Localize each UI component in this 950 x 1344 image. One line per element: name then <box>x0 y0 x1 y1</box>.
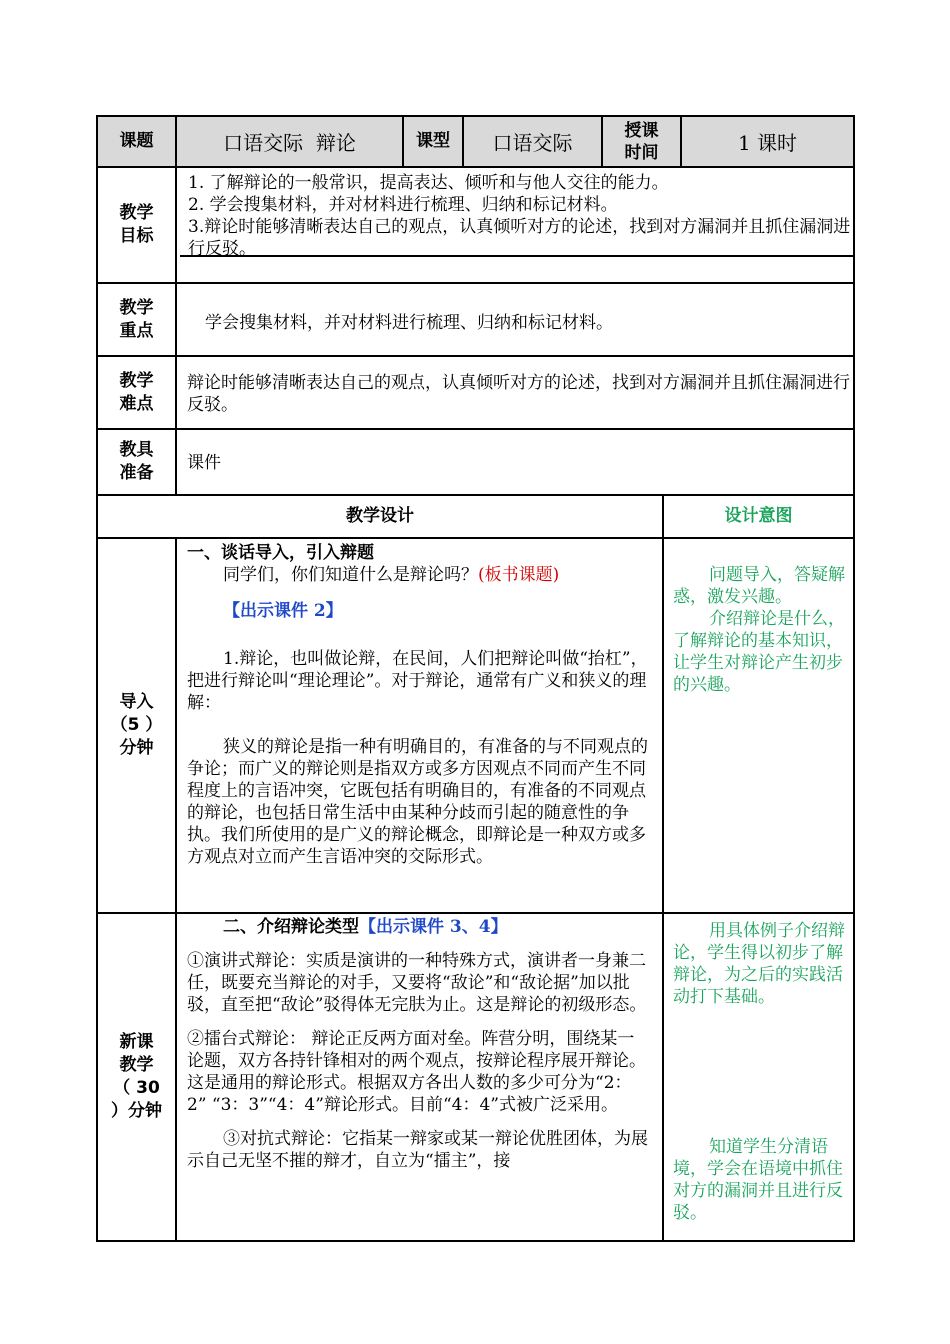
difficulties-label: 教学 难点 <box>119 370 154 414</box>
difficulties-text: 辩论时能够清晰表达自己的观点，认真倾听对方的论述，找到对方漏洞并且抓住漏洞进行反驳。 <box>187 373 850 415</box>
section2-paragraph-1: ①演讲式辩论：实质是演讲的一种特殊方式，演讲者一身兼二任，既要充当辩论的对手，又要将“敌论”和“敌论据”加以批驳，直至把“敌论”驳得体无完肤为止。这是辩论的初级形态。 <box>187 951 647 1015</box>
section2-heading-slide: 【出示课件 3、4】 <box>359 917 508 937</box>
section2-heading: 二、介绍辩论类型 <box>223 917 359 937</box>
design-title-cell <box>96 494 664 539</box>
kexing-value: 口语交际 <box>492 131 573 155</box>
materials-text: 课件 <box>187 453 221 473</box>
objectives-label-cell <box>96 166 177 284</box>
objective-item-3: 3.辩论时能够清晰表达自己的观点，认真倾听对方的论述，找到对方漏洞并且抓住漏洞进行反驳。 <box>188 217 851 259</box>
section1-intent-2: 介绍辩论是什么，了解辩论的基本知识，让学生对辩论产生初步的兴趣。 <box>673 609 845 695</box>
objective-item-2: 2. 学会搜集材料，并对材料进行梳理、归纳和标记材料。 <box>188 195 618 215</box>
keti-label-cell <box>96 115 177 168</box>
key-points-label: 教学 重点 <box>119 297 154 341</box>
key-points-label-cell <box>96 282 177 357</box>
section1-intent-1: 问题导入，答疑解惑，激发兴趣。 <box>673 565 845 607</box>
section2-intent-1: 用具体例子介绍辩论，学生得以初步了解辩论，为之后的实践活动打下基础。 <box>673 921 845 1007</box>
keti-label: 课题 <box>119 131 154 151</box>
section1-paragraph-2: 狭义的辩论是指一种有明确目的，有准备的与不同观点的争论；而广义的辩论则是指双方或多方因观点不同而产生不同程度上的言语冲突，它既包括有明确目的，有准备的不同观点的辩论，也包括日常生活中由某种分歧而引起的随意性的争执。我们所使用的是广义的辩论概念，即辩论是一种双方或多方观点对立而产生言语冲突的交际形式。 <box>187 737 648 867</box>
kexing-label: 课型 <box>416 131 450 151</box>
section1-content-cell <box>175 537 664 914</box>
kexing-label-cell <box>402 115 464 168</box>
design-title: 教学设计 <box>346 506 414 526</box>
key-points-text: 学会搜集材料，并对材料进行梳理、归纳和标记材料。 <box>205 313 613 333</box>
kexing-value-cell <box>462 115 603 168</box>
keti-value: 口语交际 辩论 <box>223 131 356 155</box>
intent-title: 设计意图 <box>724 506 793 526</box>
section1-heading: 一、谈话导入，引入辩题 <box>187 543 374 563</box>
section1-paragraph-1: 1.辩论，也叫做论辩，在民间，人们把辩论叫做“抬杠”，把进行辩论叫“理论理论”。对于辩论，通常有广义和狭义的理解： <box>187 649 648 713</box>
section2-paragraph-2: ②擂台式辩论： 辩论正反两方面对垒。阵营分明，围绕某一论题，双方各持针锋相对的两个观点，按辩论程序展开辩论。这是通用的辩论形式。根据双方各出人数的多少可分为“2：2” “3：3”“4：4”辩论形式。目前“4：4”式被广泛采用。 <box>187 1029 646 1115</box>
section1-question: 同学们，你们知道什么是辩论吗？ <box>223 565 478 585</box>
shoukeshijian-label-cell <box>601 115 682 168</box>
shoukeshijian-value: 1 课时 <box>737 131 798 155</box>
section1-intent-cell <box>662 537 855 914</box>
materials-label: 教具 准备 <box>119 440 154 483</box>
objective-item-1: 1. 了解辩论的一般常识，提高表达、倾听和与他人交往的能力。 <box>188 173 669 193</box>
keti-value-cell <box>175 115 404 168</box>
section1-board-note: (板书课题) <box>478 565 560 585</box>
difficulties-content-cell <box>175 355 855 430</box>
materials-label-cell <box>96 428 177 496</box>
shoukeshijian-label: 授课 时间 <box>624 120 659 163</box>
intent-title-cell <box>662 494 855 539</box>
section1-label: 导入 （5 ） 分钟 <box>110 692 163 758</box>
section2-intent-cell <box>662 912 855 1242</box>
key-points-content-cell <box>175 282 855 357</box>
section2-label-cell <box>96 912 177 1242</box>
materials-content-cell <box>175 428 855 496</box>
section2-intent-2: 知道学生分清语境，学会在语境中抓住对方的漏洞并且进行反驳。 <box>673 1137 843 1223</box>
objectives-content-cell <box>175 166 855 284</box>
section1-label-cell <box>96 537 177 914</box>
section2-paragraph-3: ③对抗式辩论：它指某一辩家或某一辩论优胜团体，为展示自己无坚不摧的辩才，自立为“擂主”，接 <box>187 1129 648 1171</box>
section2-label: 新课 教学 （ 30 ）分钟 <box>111 1032 162 1121</box>
objectives-divider <box>180 255 853 257</box>
shoukeshijian-value-cell <box>680 115 855 168</box>
section1-slide: 【出示课件 2】 <box>223 601 343 621</box>
difficulties-label-cell <box>96 355 177 430</box>
objectives-label: 教学 目标 <box>119 203 154 246</box>
section2-content-cell <box>175 912 664 1242</box>
